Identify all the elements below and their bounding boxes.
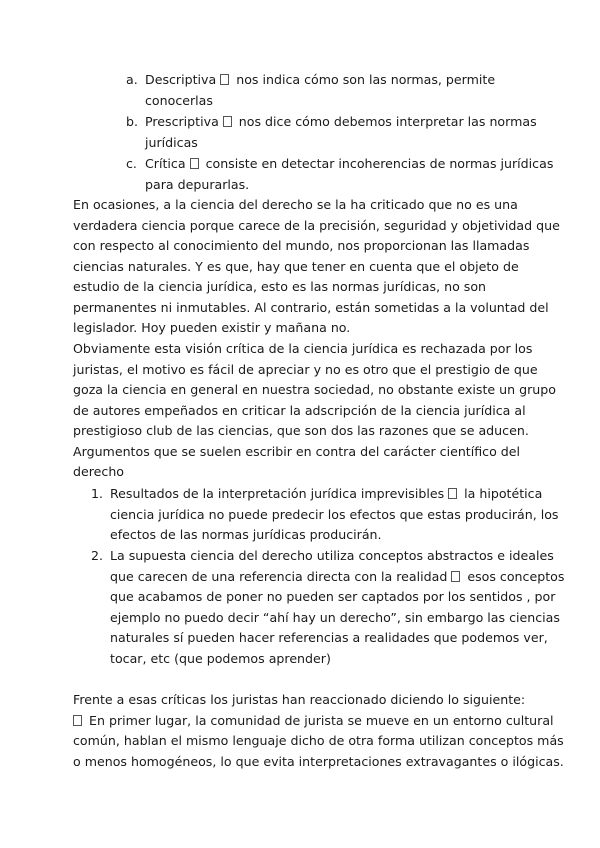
paragraph-line: de autores empeñados en criticar la adscripción de la ciencia jurídica al — [73, 402, 526, 418]
list-line: La supuesta ciencia del derecho utiliza conceptos abstractos e ideales — [110, 548, 554, 563]
list-line: Resultados de la interpretación jurídica imprevisibles la hipotética — [110, 486, 543, 501]
missing-glyph-icon — [190, 158, 199, 169]
list-line: tocar, etc (que podemos aprender) — [110, 650, 331, 666]
missing-glyph-icon — [451, 571, 460, 582]
paragraph-line: juristas, el motivo es fácil de apreciar y no es otro que el prestigio de que — [73, 361, 538, 377]
missing-glyph-icon — [223, 116, 232, 127]
list-line: ciencia jurídica no puede predecir los efectos que estas producirán, los — [110, 506, 559, 522]
list-line: jurídicas — [145, 134, 198, 150]
paragraph-line: En primer lugar, la comunidad de jurista se mueve en un entorno cultural — [73, 711, 533, 732]
missing-glyph-icon — [73, 715, 82, 726]
list-marker: 2. — [91, 548, 104, 563]
paragraph-line: común, hablan el mismo lenguaje dicho de otra forma utilizan conceptos más — [73, 733, 564, 748]
paragraph-1 — [73, 195, 560, 339]
list-line: efectos de las normas jurídicas producirán. — [110, 527, 382, 542]
paragraph-line: Argumentos que se suelen escribir en contra del carácter científico del — [73, 443, 521, 459]
list-line: ejemplo no puedo decir “ahí hay un derecho”, sin embargo las ciencias — [110, 609, 560, 625]
list-line: Crítica consiste en detectar incoherencias de normas jurídicas — [145, 156, 554, 171]
list-line: que acabamos de poner no pueden ser captados por los sentidos , por — [110, 589, 556, 604]
list-line: para depurarlas. — [145, 176, 250, 192]
paragraph-line: prestigioso club de las ciencias, que son dos las razones que se aducen. — [73, 423, 529, 438]
list-line: conocerlas — [145, 92, 213, 108]
list-line: que carecen de una referencia directa con la realidad esos conceptos — [110, 568, 565, 584]
paragraph-line: En ocasiones, a la ciencia del derecho se la ha criticado que no es una — [73, 197, 518, 212]
paragraph-3 — [73, 690, 564, 772]
paragraph-line: derecho — [73, 464, 125, 479]
paragraph-line: Obviamente esta visión crítica de la ciencia jurídica es rechazada por los — [73, 341, 533, 356]
missing-glyph-icon — [220, 74, 229, 85]
list-line: naturales sí pueden hacer referencias a realidades que podemos ver, — [110, 630, 548, 645]
paragraph-line: Frente a esas críticas los juristas han reaccionado diciendo lo siguiente: — [73, 692, 526, 707]
list-marker: b. — [126, 114, 138, 129]
paragraph-2 — [73, 339, 556, 483]
paragraph-line: estudio de la ciencia jurídica, esto es las normas jurídicas, no son — [73, 279, 487, 294]
list-marker: 1. — [91, 486, 104, 501]
paragraph-line: permanentes ni inmutables. Al contrario, están sometidas a la voluntad del — [73, 299, 549, 315]
list-line: Descriptiva nos indica cómo son las normas, permite — [145, 72, 496, 87]
list-line: Prescriptiva nos dice cómo debemos interpretar las normas — [145, 114, 537, 129]
missing-glyph-icon — [448, 488, 457, 499]
list-marker: c. — [126, 156, 137, 171]
paragraph-line: verdadera ciencia porque carece de la precisión, seguridad y objetividad que — [73, 217, 560, 233]
paragraph-line: o menos homogéneos, lo que evita interpretaciones extravagantes o ilógicas. — [73, 753, 564, 769]
list-marker: a. — [126, 72, 138, 87]
paragraph-line: goza la ciencia en general en nuestra sociedad, no obstante existe un grupo — [73, 382, 556, 397]
paragraph-line: ciencias naturales. Y es que, hay que tener en cuenta que el objeto de — [73, 258, 519, 274]
paragraph-line: con respecto al conocimiento del mundo, nos proporcionan las llamadas — [73, 238, 530, 253]
paragraph-line: legislador. Hoy pueden existir y mañana no. — [73, 320, 351, 335]
